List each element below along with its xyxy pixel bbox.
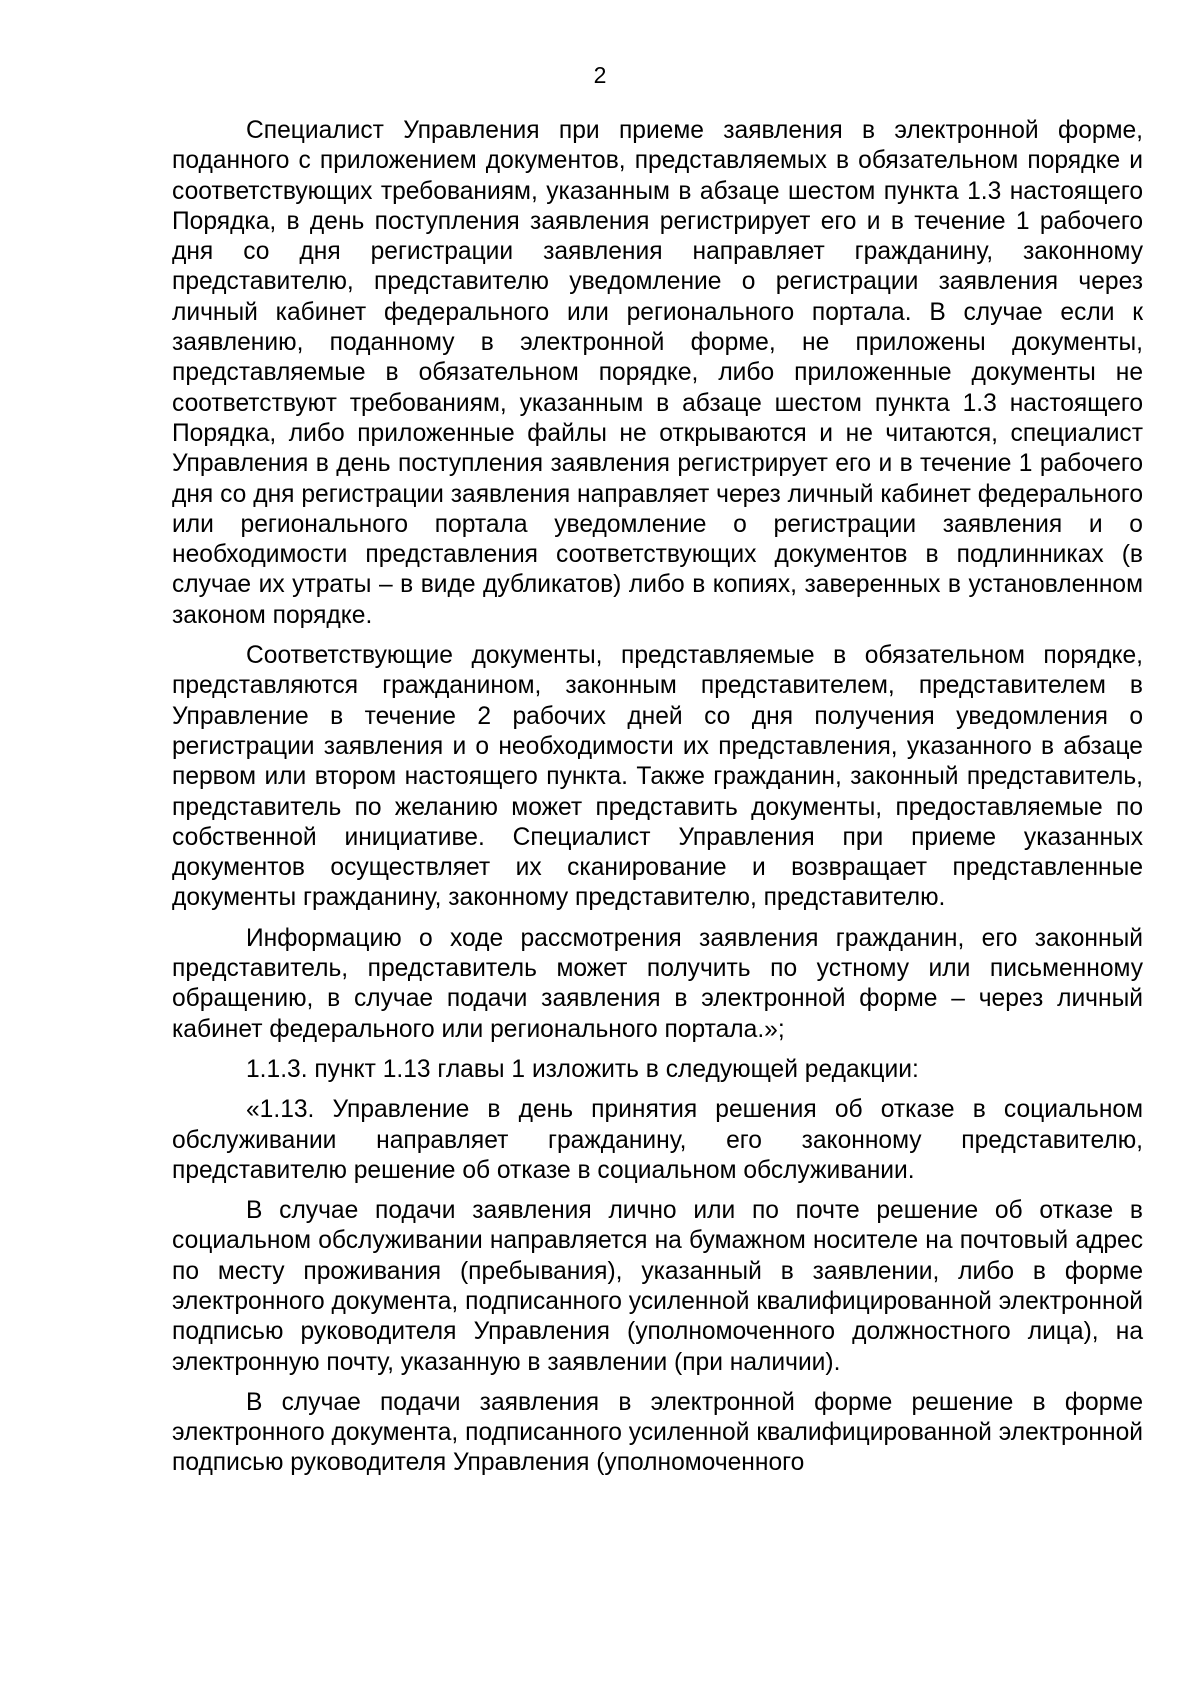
paragraph-refusal-decision: «1.13. Управление в день принятия решения об отказе в социальном обслуживании направляет гражданину, его законному представителю, представителю решение об отказе в социальном обслуживании. (172, 1096, 1143, 1184)
page-number: 2 (593, 62, 607, 88)
paragraph-documents-submission: Соответствующие документы, представляемые в обязательном порядке, представляются гражданином, законным представителем, представителем в Управление в течение 2 рабочих дней со дня получения уведомления о регистрации заявления и о необходимости их представления, указанного в абзаце первом или втором настоящего пункта. Также гражданин, законный представитель, представитель по желанию может представить документы, предоставляемые по собственной инициативе. Специалист Управления при приеме указанных документов осуществляет их сканирование и возвращает представленные документы гражданину, законному представителю, представителю. (172, 642, 1143, 912)
paragraph-refusal-electronic: В случае подачи заявления в электронной форме решение в форме электронного документа, подписанного усиленной квалифицированной электронной подписью руководителя Управления (уполномоченного (172, 1388, 1143, 1477)
paragraph-amendment-item: 1.1.3. пункт 1.13 главы 1 изложить в следующей редакции: (246, 1055, 919, 1083)
paragraph-refusal-by-mail: В случае подачи заявления лично или по почте решение об отказе в социальном обслуживании направляется на бумажном носителе на почтовый адрес по месту проживания (пребывания), указанный в заявлении, либо в форме электронного документа, подписанного усиленной квалифицированной электронной подписью руководителя Управления (уполномоченного должностного лица), на электронную почту, указанную в заявлении (при наличии). (172, 1197, 1143, 1376)
paragraph-registration-electronic: Специалист Управления при приеме заявления в электронной форме, поданного с приложением документов, представляемых в обязательном порядке и соответствующих требованиям, указанным в абзаце шестом пункта 1.3 настоящего Порядка, в день поступления заявления регистрирует его и в течение 1 рабочего дня со дня регистрации заявления направляет гражданину, законному представителю, представителю уведомление о регистрации заявления через личный кабинет федерального или регионального портала. В случае если к заявлению, поданному в электронной форме, не приложены документы, представляемые в обязательном порядке, либо приложенные документы не соответствуют требованиям, указанным в абзаце шестом пункта 1.3 настоящего Порядка, либо приложенные файлы не открываются и не читаются, специалист Управления в день поступления заявления регистрирует его и в течение 1 рабочего дня со дня регистрации заявления направляет через личный кабинет федерального или регионального портала уведомление о регистрации заявления и о необходимости представления соответствующих документов в подлинниках (в случае их утраты – в виде дубликатов) либо в копиях, заверенных в установленном законом порядке. (172, 117, 1143, 629)
document-body (172, 116, 1143, 1489)
paragraph-status-information: Информацию о ходе рассмотрения заявления гражданин, его законный представитель, представитель может получить по устному или письменному обращению, в случае подачи заявления в электронной форме – через личный кабинет федерального или регионального портала.»; (172, 924, 1143, 1043)
